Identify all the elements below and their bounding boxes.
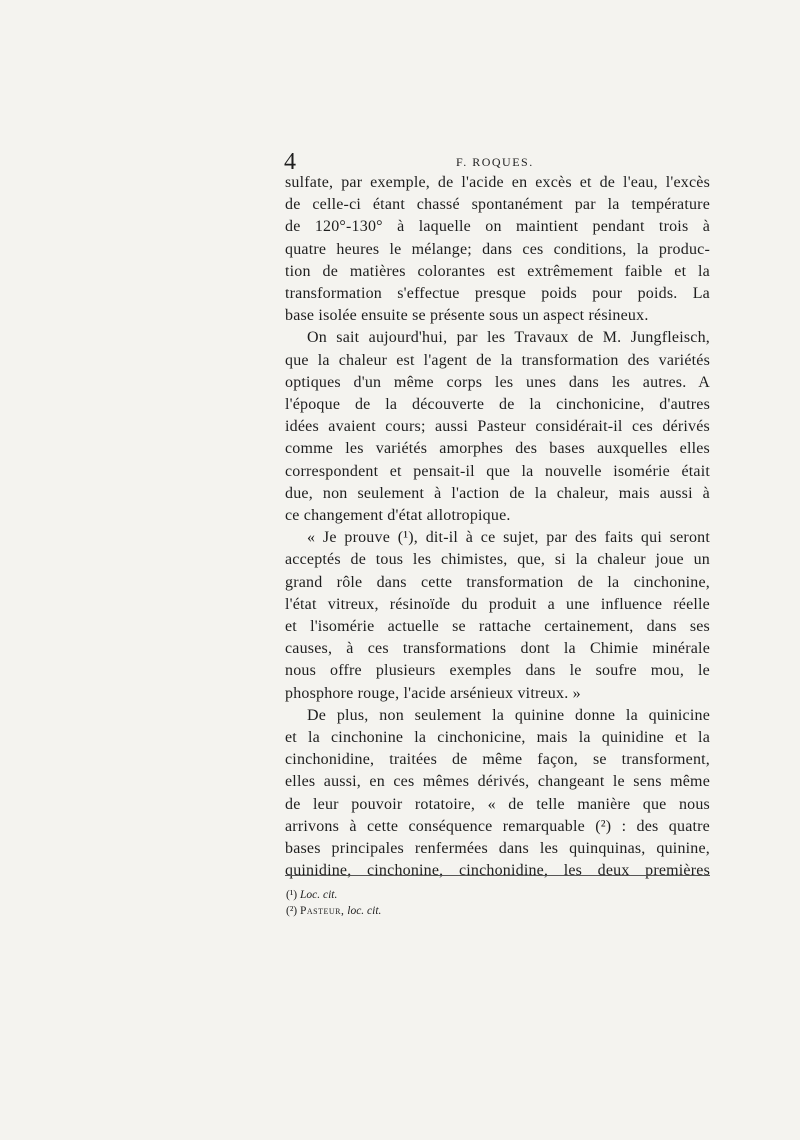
text-line: due, non seulement à l'action de la chaleur, mais aussi à [285,484,710,502]
text-line: comme les variétés amorphes des bases auxquelles elles [285,440,710,458]
text-line: l'époque de la découverte de la cinchonicine, d'autres [285,396,710,414]
text-line: arrivons à cette conséquence remarquable (²) : des quatre [285,817,710,835]
text-line: quinidine, cinchonine, cinchonidine, les deux premières [285,862,710,880]
text-line: correspondent et pensait-il que la nouvelle isomérie était [285,462,710,480]
text-line: nous offre plusieurs exemples dans le soufre mou, le [285,662,710,680]
text-line: tion de matières colorantes est extrêmement faible et la [285,262,710,280]
text-line: acceptés de tous les chimistes, que, si la chaleur joue un [285,551,710,569]
footnotes [286,887,381,919]
text-line: idées avaient cours; aussi Pasteur considérait-il ces dérivés [285,418,710,436]
text-line: ce changement d'état allotropique. [285,507,511,525]
text-line: « Je prouve (¹), dit-il à ce sujet, par des faits qui seront [307,529,710,547]
text-line: de leur pouvoir rotatoire, « de telle manière que nous [285,795,710,813]
text-line: phosphore rouge, l'acide arsénieux vitreux. » [285,684,581,702]
footnote-1 [286,887,381,903]
footnote-2 [286,903,381,919]
text-line: bases principales renfermées dans les quinquinas, quinine, [285,840,710,858]
footnote-author: Pasteur, [299,905,345,917]
running-head: F. ROQUES. [456,155,534,169]
text-line: base isolée ensuite se présente sous un aspect résineux. [285,307,649,325]
text-line: elles aussi, en ces mêmes dérivés, changeant le sens même [285,773,710,791]
footnote-mark: (¹) [286,889,298,901]
text-line: On sait aujourd'hui, par les Travaux de M. Jungfleisch, [307,329,710,347]
text-line: De plus, non seulement la quinine donne la quinicine [307,706,710,724]
footnote-rule [285,875,710,876]
footnote-reference: Loc. cit. [299,889,338,901]
text-line: causes, à ces transformations dont la Chimie minérale [285,640,710,658]
text-line: de 120°-130° à laquelle on maintient pendant trois à [285,218,710,236]
footnote-mark: (²) [286,905,298,917]
text-line: de celle-ci étant chassé spontanément par la température [285,196,710,214]
page-number: 4 [284,149,296,175]
text-line: sulfate, par exemple, de l'acide en excès et de l'eau, l'excès [285,174,710,191]
text-line: et la cinchonine la cinchonicine, mais la quinidine et la [285,729,710,747]
text-line: transformation s'effectue presque poids pour poids. La [285,285,710,303]
text-line: que la chaleur est l'agent de la transformation des variétés [285,351,710,369]
text-line: quatre heures le mélange; dans ces conditions, la produc- [285,240,710,258]
text-line: optiques d'un même corps les unes dans les autres. A [285,373,710,391]
text-line: et l'isomérie actuelle se rattache certainement, dans ses [285,618,710,636]
footnote-reference: loc. cit. [347,905,382,917]
text-line: grand rôle dans cette transformation de la cinchonine, [285,573,710,591]
text-line: l'état vitreux, résinoïde du produit a une influence réelle [285,595,710,613]
text-line: cinchonidine, traitées de même façon, se transforment, [285,751,710,769]
body-text [285,172,710,883]
